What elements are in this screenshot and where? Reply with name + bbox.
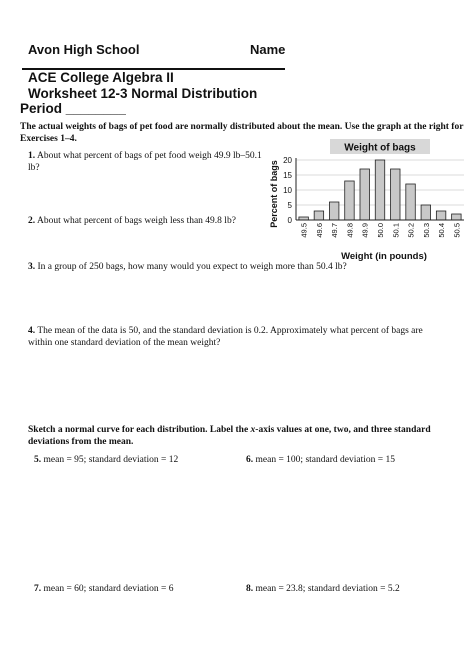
bar <box>314 211 323 220</box>
y-tick-label: 10 <box>283 186 292 195</box>
y-tick-label: 15 <box>283 171 292 180</box>
question-text: About what percent of bags weigh less than 49.8 lb? <box>36 216 236 226</box>
x-tick-label: 50.4 <box>437 223 447 238</box>
question-7 <box>34 584 173 596</box>
bar <box>436 211 445 220</box>
question-number: 1. <box>28 151 36 161</box>
y-tick-label: 5 <box>287 201 292 210</box>
y-tick-label: 20 <box>283 156 292 165</box>
bar <box>360 169 369 220</box>
instructions-x: x <box>250 425 256 435</box>
bar <box>391 169 400 220</box>
x-tick-label: 49.5 <box>299 223 309 238</box>
question-text: mean = 95; standard deviation = 12 <box>43 455 179 465</box>
question-number: 8. <box>246 584 254 594</box>
question-number: 2. <box>28 216 36 226</box>
y-axis-label: Percent of bags <box>269 160 279 228</box>
x-tick-label: 50.2 <box>406 223 416 238</box>
x-tick-label: 49.7 <box>330 223 340 238</box>
x-tick-label: 50.1 <box>391 223 401 238</box>
question-text: In a group of 250 bags, how many would you expect to weigh more than 50.4 lb? <box>37 262 347 272</box>
x-tick-label: 50.5 <box>452 223 462 238</box>
weight-of-bags-chart <box>268 138 468 263</box>
name-label: Name <box>250 42 286 57</box>
sketch-instructions <box>28 425 448 448</box>
bar <box>329 202 338 220</box>
bar <box>345 181 354 220</box>
x-tick-label: 49.8 <box>345 223 355 238</box>
question-6 <box>246 455 395 467</box>
question-text: mean = 60; standard deviation = 6 <box>43 584 174 594</box>
question-number: 5. <box>34 455 42 465</box>
question-1 <box>28 151 268 174</box>
question-number: 7. <box>34 584 42 594</box>
question-5 <box>34 455 178 467</box>
x-axis-label: Weight (in pounds) <box>341 251 427 262</box>
y-tick-label: 0 <box>287 216 292 225</box>
x-tick-label: 50.0 <box>376 223 385 238</box>
question-number: 4. <box>28 326 36 336</box>
question-4 <box>28 326 428 349</box>
question-3 <box>28 262 458 274</box>
course-title: ACE College Algebra II <box>28 70 174 85</box>
worksheet-title: Worksheet 12-3 Normal Distribution <box>28 86 258 101</box>
question-text: The mean of the data is 50, and the standard deviation is 0.2. Approximately what percent of bags are within one standard deviation of the mean weight? <box>28 326 423 348</box>
question-number: 6. <box>246 455 254 465</box>
bar <box>421 205 430 220</box>
bar-chart <box>268 138 468 263</box>
x-tick-label: 50.3 <box>421 223 431 238</box>
period-line: Period ________ <box>20 101 126 116</box>
question-text: mean = 23.8; standard deviation = 5.2 <box>255 584 400 594</box>
question-number: 3. <box>28 262 36 272</box>
question-text: About what percent of bags of pet food weigh 49.9 lb–50.1 lb? <box>28 151 262 173</box>
bar <box>406 184 415 220</box>
instructions-part-a: Sketch a normal curve for each distribution. Label the <box>28 425 251 435</box>
question-8 <box>246 584 400 596</box>
instructions-part-b: -axis values at one, two, and three standard deviations from the mean. <box>28 425 431 447</box>
bar <box>452 214 461 220</box>
x-tick-label: 49.6 <box>314 223 324 238</box>
bar <box>375 160 384 220</box>
chart-title: Weight of bags <box>344 142 416 154</box>
question-2 <box>28 216 268 228</box>
school-name: Avon High School <box>28 42 140 57</box>
question-text: mean = 100; standard deviation = 15 <box>255 455 395 465</box>
intro-instructions: The actual weights of bags of pet food are normally distributed about the mean. Use the graph at the right for Exercises 1–4. <box>20 122 464 144</box>
x-tick-label: 49.9 <box>360 223 370 238</box>
